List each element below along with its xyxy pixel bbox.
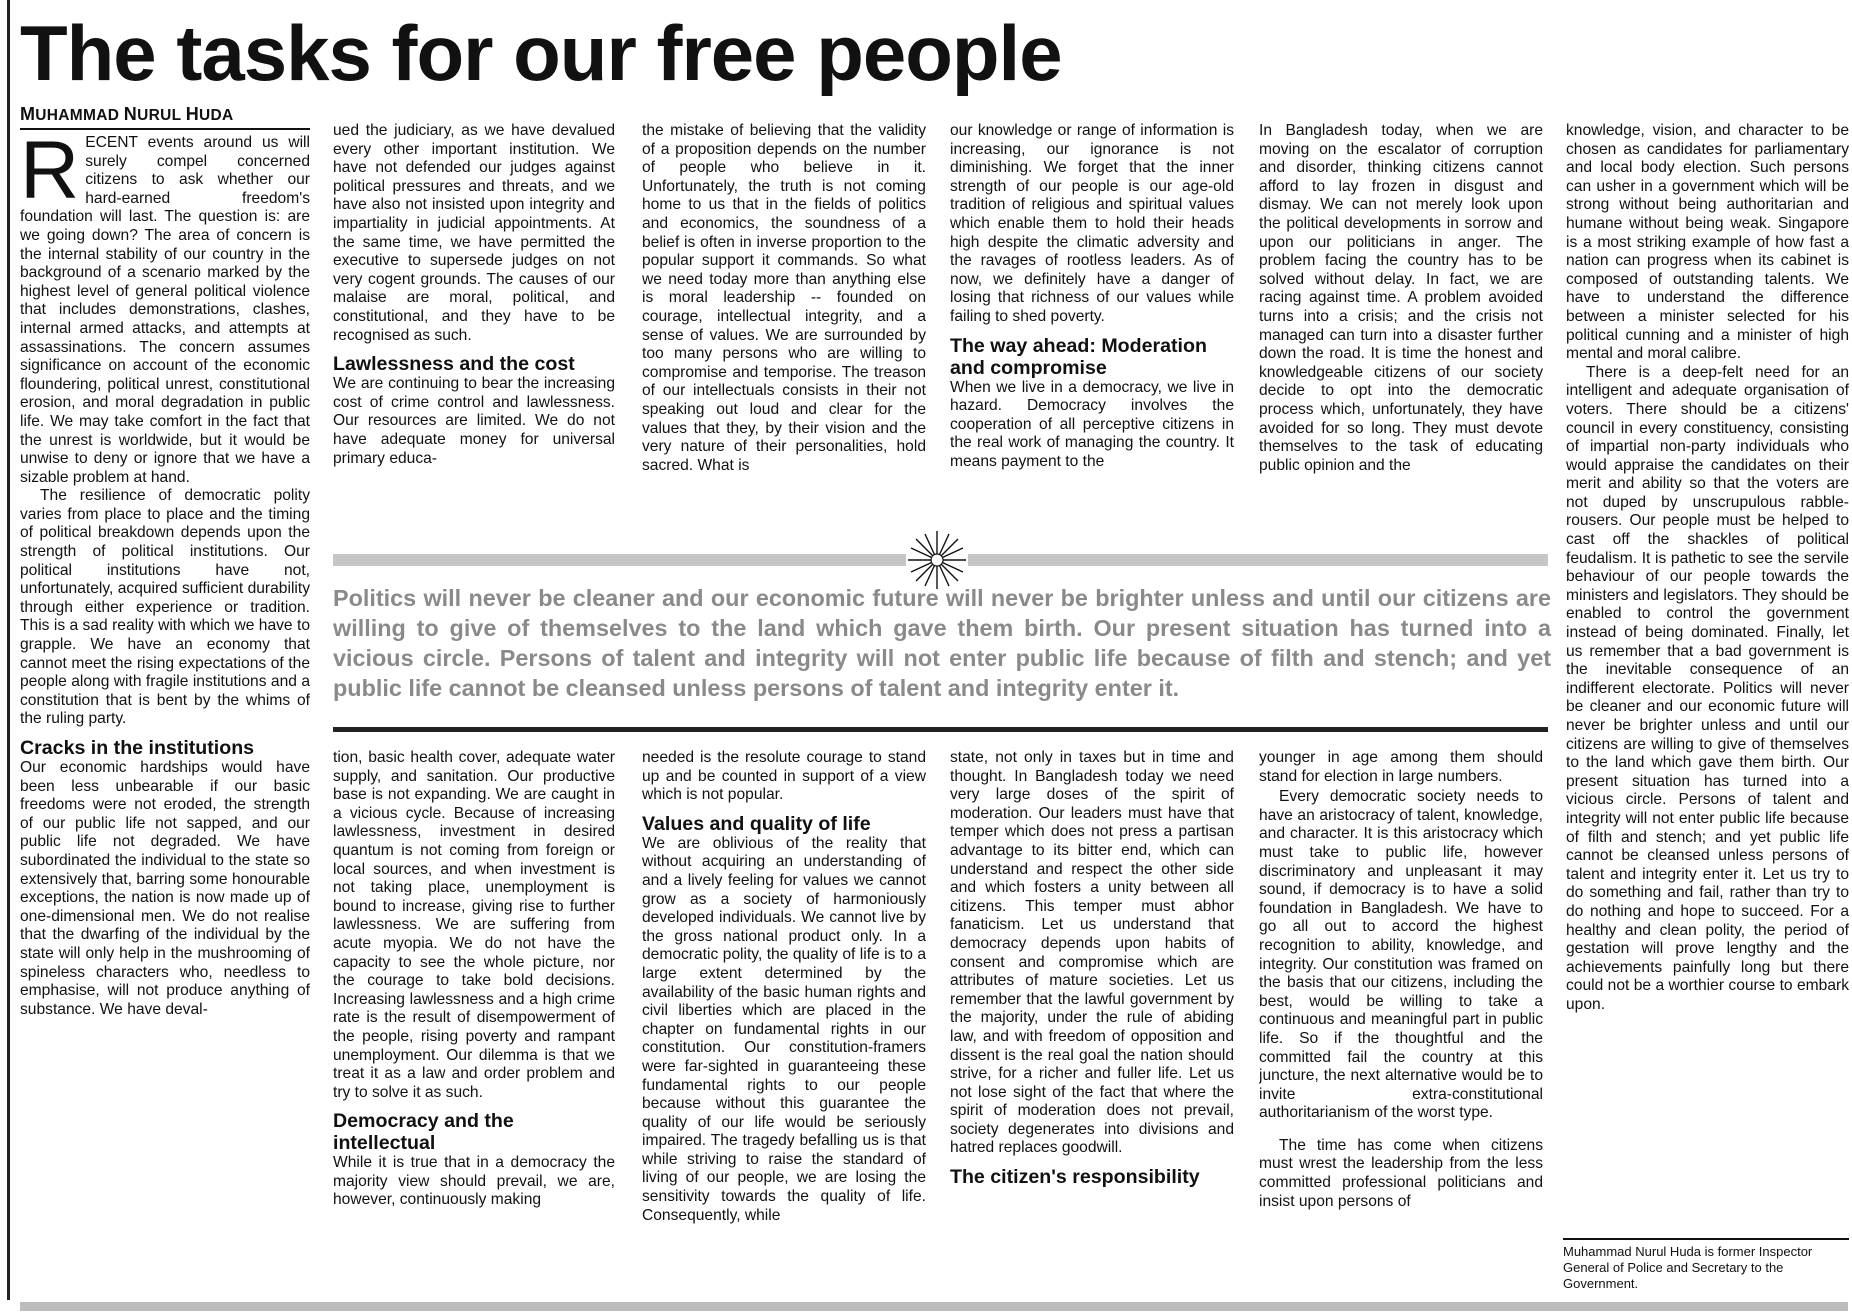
paragraph: Our economic hardships would have been less unbearable if our basic freedoms were not eroded, the strength of our public life not sapped, and our public life not degraded. We have subordinated the individual to the state so extensively that, barring some honourable exceptions, the nation is now made up of one-dimensional men. We do not realise that the dwarfing of the individual by the state will only help in the mushrooming of spineless characters who, needless to emphasise, will not produce anything of substance. We have deval- [20,759,310,1018]
starburst-ornament-icon [906,529,968,591]
subheading: Lawlessness and the cost [333,353,575,376]
paragraph: needed is the resolute courage to stand up and be counted in support of a view which is not popular. [642,749,926,804]
column-2-bottom [333,749,615,1297]
column-5-bottom [1259,749,1543,1297]
paragraph: RECENT events around us will surely compel concerned citizens to ask whether our hard-earned freedom's foundation will last. The question is: are we going down? The area of concern is the internal stability of our country in the background of a scenario marked by the highest level of general political violence that includes demonstrations, clashes, internal armed attacks, and attempts at assassinations. The concern assumes significance on account of the economic floundering, political unrest, constitutional erosion, and moral degradation in public life. We may take comfort in the fact that the unrest is worldwide, but it would be unwise to deny or ignore that we have a sizable problem at hand. [20,125,310,486]
subheading: The way ahead: Moderation and compromise [950,334,1207,379]
paragraph: ued the judiciary, as we have devalued every other important institution. We have not defended our judges against political pressures and threats, and we have also not insisted upon integrity and impartiality in judicial appointments. At the same time, we have permitted the executive to supersede judges on not very cogent grounds. The causes of our malaise are moral, political, and constitutional, and they have to be recognised as such. [333,122,615,344]
subheading: Democracy and the intellectual [333,1110,514,1155]
paragraph: tion, basic health cover, adequate water supply, and sanitation. Our productive base is not expanding. We are caught in a vicious cycle. Because of increasing lawlessness, investment in desired quantum is not coming from foreign or local sources, and when investment is not taking place, unemployment is bound to increase, giving rise to further lawlessness. We are suffering from acute myopia. We do not have the capacity to see the whole picture, nor the courage to take bold decisions. Increasing lawlessness and a high crime rate is the result of disempowerment of the people, rising poverty and rampant unemployment. Our dilemma is that we treat it as a law and order problem and try to solve it as such. [333,749,615,1101]
pullquote-bottom-rule [333,727,1548,732]
subheading: Cracks in the institutions [20,737,255,759]
column-3-top [642,122,926,532]
byline: MUHAMMAD NURUL HUDA [20,104,310,130]
pull-quote: Politics will never be cleaner and our economic future will never be brighter unless and until our citizens are willing to give of themselves to the land which gave them birth. Our present situation has turned into a vicious circle. Persons of talent and integrity will not enter public life because of filth and stench; and yet public life cannot be cleansed unless persons of talent and integrity enter it. [333,585,1551,701]
paragraph: the mistake of believing that the validity of a proposition depends on the number of people who believe in it. Unfortunately, the truth is not coming home to us that in the fields of politics and economics, the soundness of a belief is often in inverse proportion to the popular support it commands. So what we need today more than anything else is moral leadership -- founded on courage, intellectual integrity, and a sense of values. We are surrounded by too many persons who are willing to compromise and temporise. The treason of our intellectuals consists in their not speaking out loud and clear for the values that they, by their vision and the very nature of their personalities, hold sacred. What is [642,122,926,474]
paragraph: We are oblivious of the reality that without acquiring an understanding of and a lively feeling for values we cannot grow as a society of harmoniously developed individuals. We cannot live by the gross national product only. In a democratic polity, the quality of life is to a large extent determined by the availability of the basic human rights and civil liberties which are placed in the chapter on fundamental rights in our constitution. Our constitution-framers were far-sighted in guaranteeing these fundamental rights to our people because without this guarantee the quality of our life would be seriously impaired. The tragedy befalling us is that while striving to raise the standard of living of our people, we are losing the sensitivity towards the quality of life. Consequently, while [642,834,926,1224]
paragraph: our knowledge or range of information is increasing, our ignorance is not diminishing. We forget that the inner strength of our people is our age-old tradition of religious and spiritual values which enable them to hold their heads high despite the climatic adversity and the ravages of rootless leaders. As of now, we definitely have a danger of losing that richness of our values while failing to shed poverty. [950,122,1234,325]
paragraph: knowledge, vision, and character to be chosen as candidates for parliamentary and local body election. Such persons can usher in a government which will be strong without being authoritarian and humane without being weak. Singapore is a most striking example of how fast a nation can progress when its cabinet is composed of outstanding talents. We have to understand the difference between a minister selected for his political cunning and a minister of high mental and moral calibre. [1566,122,1849,363]
paragraph: While it is true that in a democracy the majority view should prevail, we are, however, continuously making [333,1154,615,1209]
paragraph: There is a deep-felt need for an intelligent and adequate organisation of voters. There should be a citizens' council in every constituency, consisting of impartial non-party individuals who would appraise the candidates on their merit and ability so that the voters are not duped by unscrupulous rabble-rousers. Our people must be helped to cast off the shackles of political feudalism. It is pathetic to see the servile behaviour of our people towards the ministers and legislators. They should be enabled to control the government instead of being dominated. Finally, let us remember that a bad government is the inevitable consequence of an indifferent electorate. Politics will never be cleaner and our economic future will never be brighter unless and until our citizens are willing to give of themselves to the land which gave them birth. Our present situation has turned into a vicious circle. Persons of talent and integrity will not enter public life because of filth and stench; and yet public life cannot be cleansed unless persons of talent and integrity enter it. Let us try to do something and fail, rather than try to do nothing and hope to succeed. For a healthy and clean polity, the period of gestation will prove lengthy and the achievements painfully long but there could not be a worthier course to embark upon. [1566,363,1849,1013]
paragraph: In Bangladesh today, when we are moving on the escalator of corruption and disorder, thinking citizens cannot afford to lay frozen in disgust and dismay. We can not merely look upon the political developments in sorrow and upon our politicians in anger. The problem facing the country has to be solved without delay. In fact, we are racing against time. A problem avoided turns into a crisis; and the crisis not managed can turn into a disaster further down the road. It is time the honest and knowledgeable citizens of our society decide to opt into the democratic process which, unfortunately, they have avoided for so long. They must devote themselves to the task of educating public opinion and the [1259,122,1543,474]
column-4-top [950,122,1234,532]
paragraph: We are continuing to bear the increasing cost of crime control and lawlessness. Our resources are limited. We do not have adequate money for universal primary educa- [333,375,615,467]
paragraph: When we live in a democracy, we live in hazard. Democracy involves the cooperation of all perceptive citizens in the real work of managing the country. It means payment to the [950,378,1234,470]
column-6 [1566,122,1849,1232]
column-3-bottom [642,749,926,1297]
paragraph: state, not only in taxes but in time and thought. In Bangladesh today we need very large doses of the spirit of moderation. Our leaders must have that temper which does not press a partisan advantage to its bitter end, which can understand and respect the other side and which fosters a unity between all citizens. This temper must abhor fanaticism. Let us understand that democracy depends upon habits of consent and compromise which are attributes of mature societies. Let us remember that the lawful government by the majority, under the rule of abiding law, and with freedom of opposition and dissent is the real goal the nation should strive, for a richer and fuller life. Let us not lose sight of the fact that where the spirit of moderation does not prevail, society degenerates into divisions and hatred replaces goodwill. [950,749,1234,1157]
subheading: Values and quality of life [642,812,871,835]
drop-cap: R [20,125,80,216]
paragraph: younger in age among them should stand for election in large numbers. [1259,749,1543,785]
paragraph: The time has come when citizens must wrest the leadership from the less committed professional politicians and insist upon persons of [1259,1136,1543,1210]
column-4-bottom [950,749,1234,1297]
paragraph: Every democratic society needs to have an aristocracy of talent, knowledge, and character. It is this aristocracy which must take to public life, however discriminatory and unpleasant it may sound, if democracy is to have a solid foundation in Bangladesh. We have to go all out to accord the highest recognition to ability, knowledge, and integrity. Our constitution was framed on the basis that our citizens, including the best, would be willing to take a continuous and meaningful part in public life. So if the thoughtful and the committed fail the country at this juncture, the next alternative would be to invite extra-constitutional authoritarianism of the worst type. [1259,788,1543,1122]
column-5-top [1259,122,1543,532]
author-footnote: Muhammad Nurul Huda is former Inspector General of Police and Secretary to the Government. [1563,1238,1849,1292]
paragraph: The resilience of democratic polity varies from place to place and the timing of political breakdown depends upon the strength of political institutions. Our political institutions have not, unfortunately, acquired sufficient durability through either experience or tradition. This is a sad reality with which we have to grapple. We have an economy that cannot meet the rising expectations of the people along with fragile institutions and a constitution that is bent by the whims of the ruling party. [20,487,310,728]
column-1 [20,104,310,1300]
column-2-top [333,122,615,532]
subheading: The citizen's responsibility [950,1166,1200,1189]
left-margin-rule [7,0,10,1300]
headline: The tasks for our free people [20,9,1062,97]
bottom-rule [20,1302,1848,1311]
